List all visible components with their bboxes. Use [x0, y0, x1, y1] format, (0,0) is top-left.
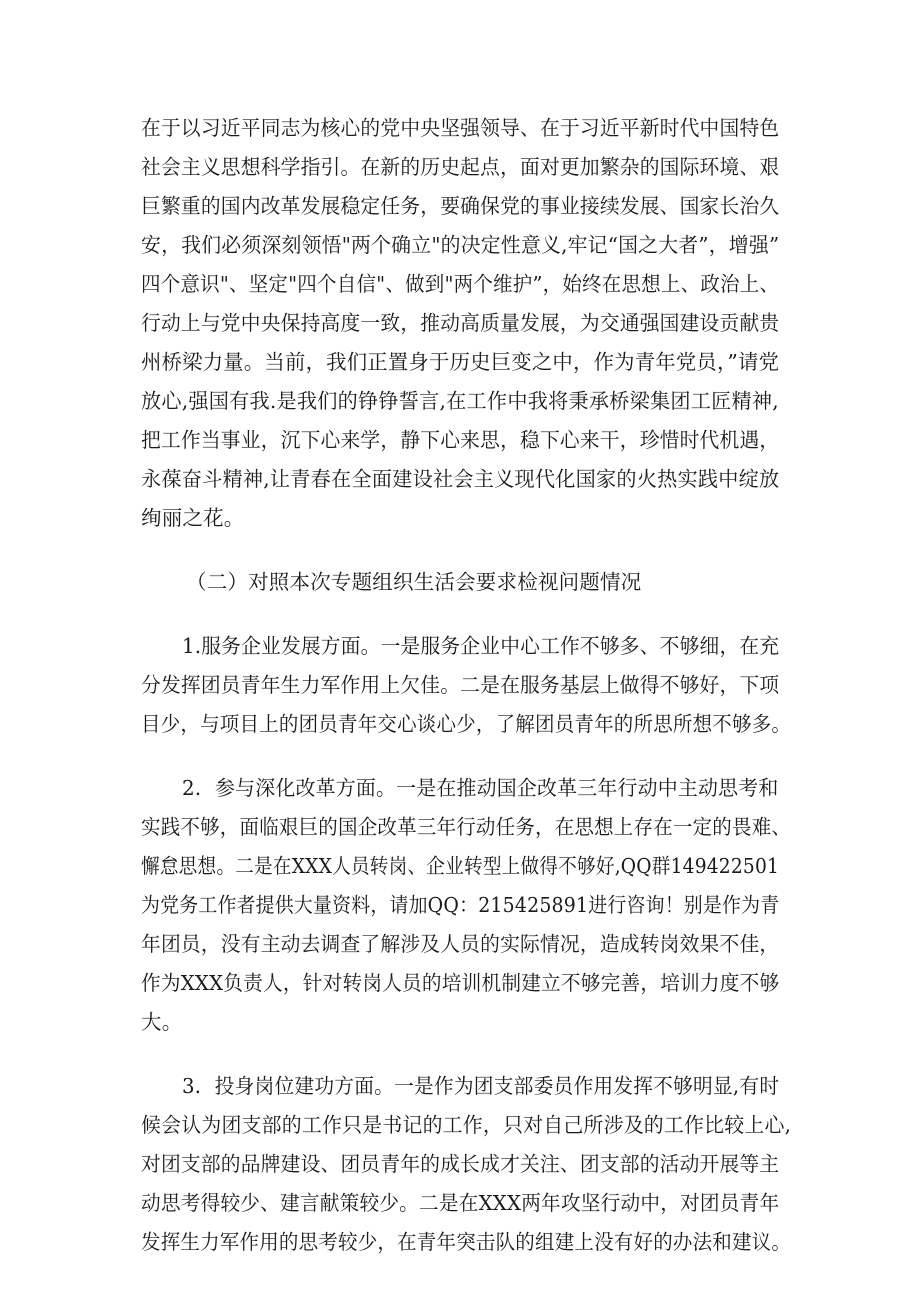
- text-line: 在于以习近平同志为核心的党中央坚强领导、在于习近平新时代中国特色: [141, 116, 780, 140]
- text-line: 年团员，没有主动去调查了解涉及人员的实际情况，造成转岗效果不佳，: [141, 932, 780, 956]
- text-line: 社会主义思想科学指引。在新的历史起点，面对更加繁杂的国际环境、艰: [141, 155, 780, 179]
- text-line: 分发挥团员青年生力军作用上欠佳。二是在服务基层上做得不够好，下项: [141, 673, 780, 697]
- text-line: 懈怠思想。二是在XXX人员转岗、企业转型上做得不够好,QQ群149422501: [141, 854, 780, 878]
- text-line: 大。: [141, 1010, 183, 1034]
- text-line: 动思考得较少、建言献策较少。二是在XXX两年攻坚行动中，对团员青年: [141, 1191, 780, 1215]
- text-line: 永葆奋斗精神,让青春在全面建设社会主义现代化国家的火热实践中绽放: [141, 467, 780, 491]
- text-line: 为党务工作者提供大量资料，请加QQ：215425891进行咨询！别是作为青: [141, 893, 780, 917]
- text-line: 安，我们必须深刻领悟"两个确立"的决定性意义,牢记“国之大者”，增强”: [141, 233, 780, 257]
- text-line: 州桥梁力量。当前，我们正置身于历史巨变之中，作为青年党员，”请党: [141, 350, 780, 374]
- text-line: 候会认为团支部的工作只是书记的工作，只对自己所涉及的工作比较上心,: [141, 1113, 792, 1137]
- text-line: 把工作当事业，沉下心来学，静下心来思，稳下心来干，珍惜时代机遇，: [141, 428, 780, 452]
- text-line: 对团支部的品牌建设、团员青年的成长成才关注、团支部的活动开展等主: [141, 1152, 780, 1176]
- text-line: 行动上与党中央保持高度一致，推动高质量发展，为交通强国建设贡献贵: [141, 311, 780, 335]
- text-line: 3．投身岗位建功方面。一是作为团支部委员作用发挥不够明显,有时: [182, 1074, 780, 1098]
- text-line: 发挥生力军作用的思考较少，在青年突击队的组建上没有好的办法和建议。: [141, 1230, 792, 1254]
- section-heading: （二）对照本次专题组织生活会要求检视问题情况: [186, 570, 642, 594]
- text-line: 实践不够，面临艰巨的国企改革三年行动任务，在思想上存在一定的畏难、: [141, 815, 792, 839]
- text-line: 1.服务企业发展方面。一是服务企业中心工作不够多、不够细，在充: [182, 634, 780, 658]
- text-line: 绚丽之花。: [141, 506, 245, 530]
- text-line: 作为XXX负责人，针对转岗人员的培训机制建立不够完善，培训力度不够: [141, 971, 780, 995]
- text-line: 四个意识"、坚定"四个自信"、做到"两个维护”，始终在思想上、政治上、: [141, 272, 780, 296]
- text-line: 2．参与深化改革方面。一是在推动国企改革三年行动中主动思考和: [182, 776, 779, 800]
- text-line: 放心,强国有我.是我们的铮铮誓言,在工作中我将秉承桥梁集团工匠精神,: [141, 389, 779, 413]
- text-line: 巨繁重的国内改革发展稳定任务，要确保党的事业接续发展、国家长治久: [141, 194, 780, 218]
- text-line: 目少，与项目上的团员青年交心谈心少，了解团员青年的所思所想不够多。: [141, 712, 792, 736]
